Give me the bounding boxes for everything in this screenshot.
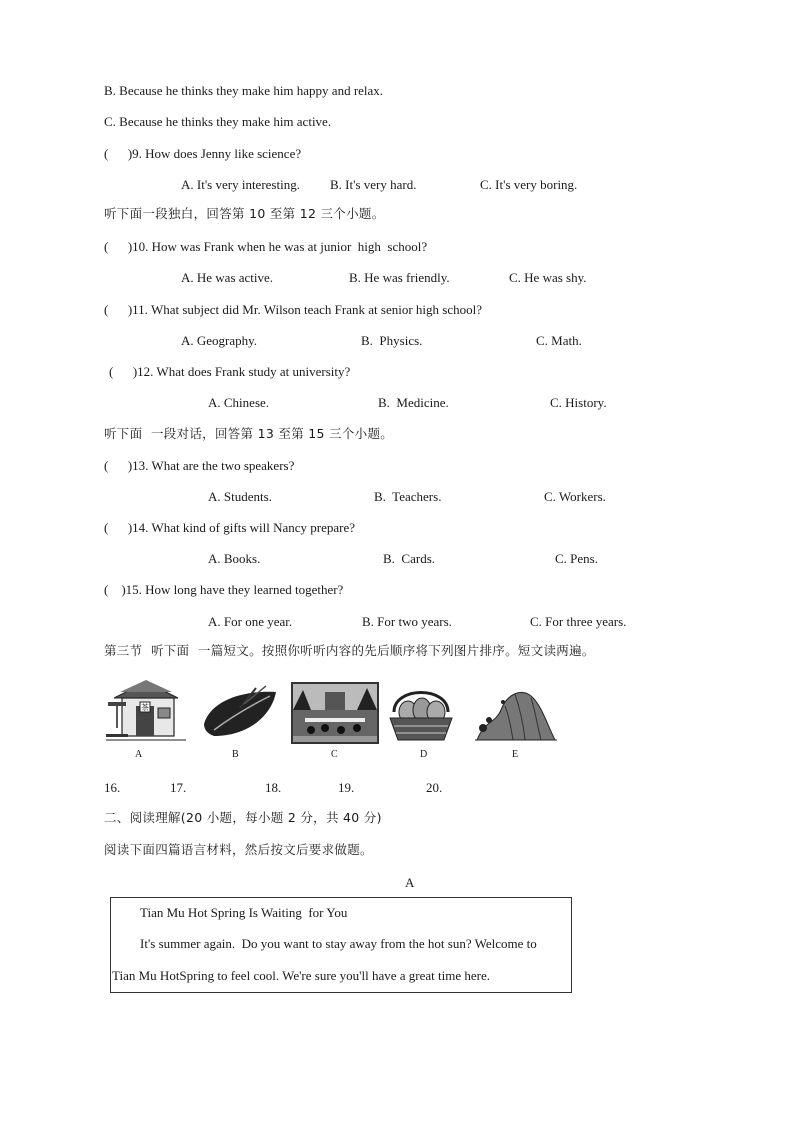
picture-d-basket	[386, 682, 456, 744]
q8-option-c: C. Because he thinks they make him active.	[104, 114, 332, 129]
q15-option-b: B. For two years.	[362, 614, 452, 629]
q9-option-b: B. It's very hard.	[330, 177, 417, 192]
reading-instruction: 阅读下面四篇语言材料，然后按文后要求做题。	[104, 842, 373, 857]
picture-label-b: B	[232, 749, 239, 760]
answer-number-18: 18.	[265, 780, 282, 795]
answer-number-20: 20.	[426, 780, 443, 795]
q13-option-a: A. Students.	[208, 489, 272, 504]
q15-option-a: A. For one year.	[208, 614, 293, 629]
q9-stem: ( )9. How does Jenny like science?	[104, 146, 302, 161]
monologue-instruction: 听下面一段独白，回答第 10 至第 12 三个小题。	[104, 206, 385, 221]
q12-option-c: C. History.	[550, 395, 607, 410]
q14-option-b: B. Cards.	[383, 551, 435, 566]
q8-option-b: B. Because he thinks they make him happy and relax.	[104, 83, 384, 98]
q14-option-a: A. Books.	[208, 551, 261, 566]
q11-stem: ( )11. What subject did Mr. Wilson teach Frank at senior high school?	[104, 302, 482, 317]
picture-label-d: D	[420, 749, 428, 760]
answer-number-19: 19.	[338, 780, 355, 795]
passage-line-2: Tian Mu HotSpring to feel cool. We're sure you'll have a great time here.	[112, 968, 491, 983]
q9-option-a: A. It's very interesting.	[181, 177, 300, 192]
q10-stem: ( )10. How was Frank when he was at junior high school?	[104, 239, 428, 254]
q10-option-c: C. He was shy.	[509, 270, 587, 285]
q11-option-a: A. Geography.	[181, 333, 258, 348]
q10-option-a: A. He was active.	[181, 270, 274, 285]
answer-number-17: 17.	[170, 780, 187, 795]
q15-option-c: C. For three years.	[530, 614, 627, 629]
picture-b-leaf	[200, 684, 280, 740]
passage-letter: A	[405, 875, 415, 890]
section3-instruction: 第三节 听下面 一篇短文。按照你听听内容的先后顺序将下列图片排序。短文读两遍。	[104, 643, 595, 658]
q12-stem: ( )12. What does Frank study at university?	[109, 364, 351, 379]
q13-stem: ( )13. What are the two speakers?	[104, 458, 295, 473]
passage-line-1: It's summer again. Do you want to stay away from the hot sun? Welcome to	[140, 936, 537, 951]
q14-option-c: C. Pens.	[555, 551, 598, 566]
picture-e-mountain	[475, 680, 557, 742]
q10-option-b: B. He was friendly.	[349, 270, 450, 285]
q11-option-b: B. Physics.	[361, 333, 423, 348]
picture-label-e: E	[512, 749, 519, 760]
q13-option-c: C. Workers.	[544, 489, 606, 504]
q15-stem: ( )15. How long have they learned together?	[104, 582, 344, 597]
answer-number-16: 16.	[104, 780, 121, 795]
q12-option-b: B. Medicine.	[378, 395, 449, 410]
q9-option-c: C. It's very boring.	[480, 177, 578, 192]
reading-header: 二、阅读理解(20 小题，每小题 2 分，共 40 分)	[104, 810, 382, 825]
svg-text:茶: 茶	[141, 703, 149, 712]
q12-option-a: A. Chinese.	[208, 395, 270, 410]
picture-c-crowd-scene	[291, 682, 379, 744]
q13-option-b: B. Teachers.	[374, 489, 442, 504]
q14-stem: ( )14. What kind of gifts will Nancy prepare?	[104, 520, 356, 535]
picture-a-tea-house	[106, 680, 186, 742]
picture-label-c: C	[331, 749, 338, 760]
dialogue-instruction: 听下面 一段对话，回答第 13 至第 15 三个小题。	[104, 426, 394, 441]
picture-label-a: A	[135, 749, 143, 760]
q11-option-c: C. Math.	[536, 333, 582, 348]
passage-title: Tian Mu Hot Spring Is Waiting for You	[140, 905, 348, 920]
